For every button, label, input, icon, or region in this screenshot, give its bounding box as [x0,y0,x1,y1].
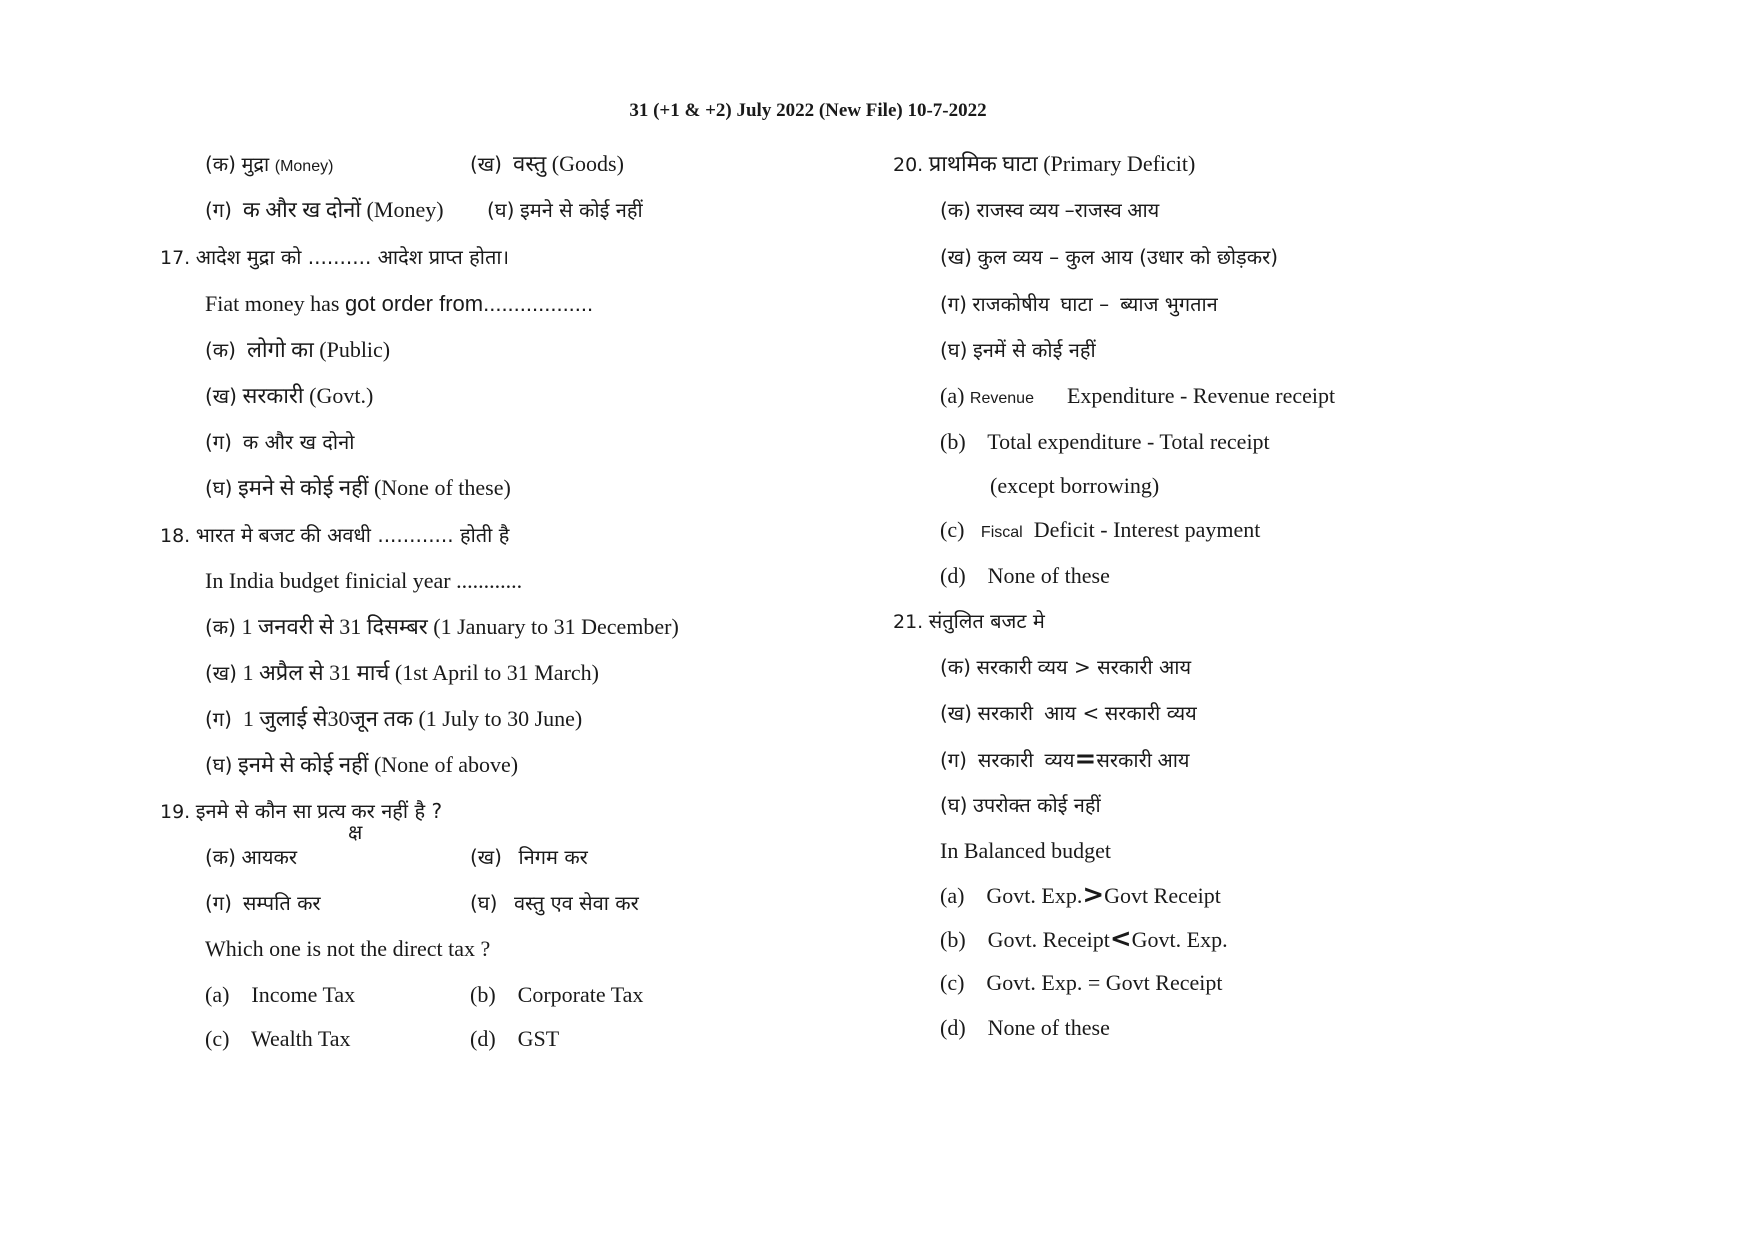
option-text-cont: सरकारी व्यय [1104,701,1197,725]
question-text-en-cont: got order from.................. [344,291,594,316]
q19-option-kha [470,843,588,871]
option-text: इमने से कोई नहीं (None of these) [237,475,511,500]
question-21-en: In Balanced budget [940,838,1112,863]
option-text: आयकर [241,845,298,869]
option-label: (c) [940,517,965,542]
question-18-en: In India budget finicial year ............ [205,568,523,593]
option-text-cont: Govt. Exp. [1131,927,1228,952]
option-text: सम्पति कर [242,891,321,915]
option-label: (ग) [205,891,232,915]
option-label: (ख) [470,845,502,869]
option-text-small: व्यय > सरकारी आय [1037,655,1192,679]
option-label: (d) [940,1015,966,1040]
option-label: (a) [205,982,230,1007]
q19-option-a [205,981,355,1009]
question-number: 17. [160,247,191,269]
option-text: Deficit - Interest payment [1033,517,1261,542]
prev-option-kha [470,150,624,178]
equals-symbol: = [1074,744,1097,774]
option-label: (b) [940,927,966,952]
question-text-hi: इनमे से कौन सा [195,799,312,823]
option-label: (क) [940,655,971,679]
option-label: (d) [470,1026,496,1051]
question-19-small-under: क्ष [348,820,363,844]
question-17-en [205,290,593,318]
option-text-small: Fiscal [980,524,1023,541]
page-header: 31 (+1 & +2) July 2022 (New File) 10-7-2022 [629,100,987,121]
q17-option-1 [205,382,373,410]
q20-option-gha [940,336,1096,364]
option-label: (c) [205,1026,230,1051]
option-text: घाटा – [1060,292,1110,316]
q20-option-d [940,562,1110,590]
question-text-hi: भारत मे [195,523,253,547]
question-19-en: Which one is not the direct tax ? [205,936,491,961]
option-label: (ख) [940,245,972,269]
option-label: (घ) [205,476,233,500]
option-label: (ख) [205,661,237,685]
q20-option-a [940,382,1335,413]
option-text-en: (Money) [274,158,334,175]
less-than-symbol: < [1109,924,1132,954]
option-text: Income Tax [251,982,356,1007]
option-text: Govt. Receipt [987,927,1110,952]
option-text: क और ख दोनों (Money) [242,197,444,222]
q21-option-c [940,969,1222,997]
option-text: इमने से कोई नहीं [519,198,643,222]
option-text-small: राजकोषीय [972,292,1050,316]
question-18 [160,521,509,550]
question-text-hi-cont: की अवधी ............ होती है [300,523,510,547]
option-label: (b) [940,429,966,454]
option-text-small: ब्याज भुगतान [1120,292,1218,316]
q20-option-ga [940,290,1218,318]
option-label: (ग) [940,292,967,316]
option-text: सरकारी [977,748,1034,772]
question-text-small: बजट [258,523,295,547]
option-text-cont: Govt Receipt [1104,883,1221,908]
option-text: Govt. Exp. = Govt Receipt [986,970,1223,995]
option-text: वस्तु एव सेवा कर [513,891,639,915]
option-label: (घ) [940,793,968,817]
question-text-hi-cont: कर नहीं है ? [351,799,443,823]
option-text: Expenditure - Revenue receipt [1066,383,1336,408]
q20-option-kha [940,243,1278,271]
option-text: None of these [987,1015,1110,1040]
option-label: (क) [205,615,236,639]
greater-than-symbol: > [1082,880,1105,910]
option-label: (घ) [470,891,498,915]
option-text: Wealth Tax [251,1026,351,1051]
q18-option-2 [205,705,582,733]
option-text: सरकारी (Govt.) [242,383,374,408]
option-label: (b) [470,982,496,1007]
option-text-cont: –राजस्व [1064,198,1122,222]
question-19 [160,797,442,826]
option-label: (c) [940,970,965,995]
question-title: संतुलित बजट मे [928,609,1045,633]
question-20 [893,150,1195,179]
question-title: प्राथमिक घाटा (Primary Deficit) [928,151,1196,176]
option-text: निगम कर [518,845,588,869]
option-text: कुल व्यय – कुल आय (उधार को छोड़कर) [977,245,1279,269]
question-number: 18. [160,525,191,547]
q19-option-c [205,1025,351,1053]
prev-option-ka [205,150,333,181]
q17-option-0 [205,336,390,364]
option-text-small: आय [1157,748,1190,772]
q21-option-gha [940,791,1101,819]
option-label: (d) [940,563,966,588]
q20-option-ka [940,196,1159,224]
option-label: (क) [940,198,971,222]
option-text: उपरोक्त कोई नहीं [972,793,1101,817]
option-label: (ख) [470,152,502,176]
q19-option-ga [205,889,321,917]
option-text-hi: मुद्रा [241,152,270,176]
option-text: इनमे से कोई नहीं (None of above) [237,752,519,777]
q21-option-kha [940,699,1197,727]
option-text: क और ख दोनो [242,430,355,454]
option-text: Govt. Exp. [986,883,1083,908]
q19-option-gha [470,889,639,917]
option-label: (क) [205,338,236,362]
option-text: सरकारी [977,701,1034,725]
prev-option-gha [487,196,643,224]
q21-option-a [940,881,1221,910]
q20-option-c [940,516,1260,547]
option-label: (ख) [940,701,972,725]
option-text-cont: सरकारी [1096,748,1152,772]
q21-option-ka [940,653,1191,681]
option-label: (ग) [205,430,232,454]
option-label: (ग) [205,198,232,222]
q20-option-b [940,428,1270,456]
q17-option-2 [205,428,354,456]
option-text: Total expenditure - Total receipt [987,429,1270,454]
option-label: (क) [205,152,236,176]
question-21 [893,607,1045,636]
option-text: Corporate Tax [517,982,644,1007]
option-text: राजस्व [976,198,1024,222]
question-17 [160,243,509,272]
option-text-small: व्यय [1044,748,1075,772]
question-text-en: Fiat money has [205,291,340,316]
option-text: इनमें से कोई नहीं [972,338,1096,362]
q21-option-ga [940,745,1189,774]
q17-option-3 [205,474,511,502]
option-text: GST [517,1026,560,1051]
option-label: (घ) [940,338,968,362]
option-label: (ख) [205,384,237,408]
question-number: 20. [893,154,924,176]
q18-option-3 [205,751,518,779]
option-text: लोगो का (Public) [246,337,391,362]
option-label: (घ) [487,198,515,222]
option-text: 1 अप्रैल से 31 मार्च (1st April to 31 March) [242,660,599,685]
q21-option-d [940,1014,1110,1042]
q19-option-b [470,981,643,1009]
option-text: None of these [987,563,1110,588]
option-label: (a) [940,383,965,408]
option-text-small: Revenue [969,390,1034,407]
option-label: (घ) [205,753,233,777]
q20-option-b-cont: (except borrowing) [990,473,1160,498]
q19-option-d [470,1025,559,1053]
option-text: वस्तु (Goods) [512,151,624,176]
question-number: 19. [160,801,191,823]
question-text-hi: आदेश मुद्रा को .......... आदेश प्राप्त होता। [195,245,510,269]
q18-option-1 [205,659,599,687]
option-text: सरकारी [976,655,1033,679]
prev-option-ga [205,196,444,224]
q18-option-0 [205,613,679,641]
option-text-small: आय < [1044,701,1100,725]
q21-option-b [940,925,1228,954]
option-label: (ग) [205,707,232,731]
q19-option-ka [205,843,297,871]
option-text: 1 जुलाई से30जून तक (1 July to 30 June) [242,706,583,731]
option-label: (a) [940,883,965,908]
option-text: 1 जनवरी से 31 दिसम्बर (1 January to 31 December) [241,614,679,639]
option-text-small: आय [1127,198,1160,222]
option-label: (ग) [940,748,967,772]
option-label: (क) [205,845,236,869]
option-text-small: व्यय [1029,198,1060,222]
question-text-small: प्रत्य [317,799,346,823]
question-number: 21. [893,611,924,633]
